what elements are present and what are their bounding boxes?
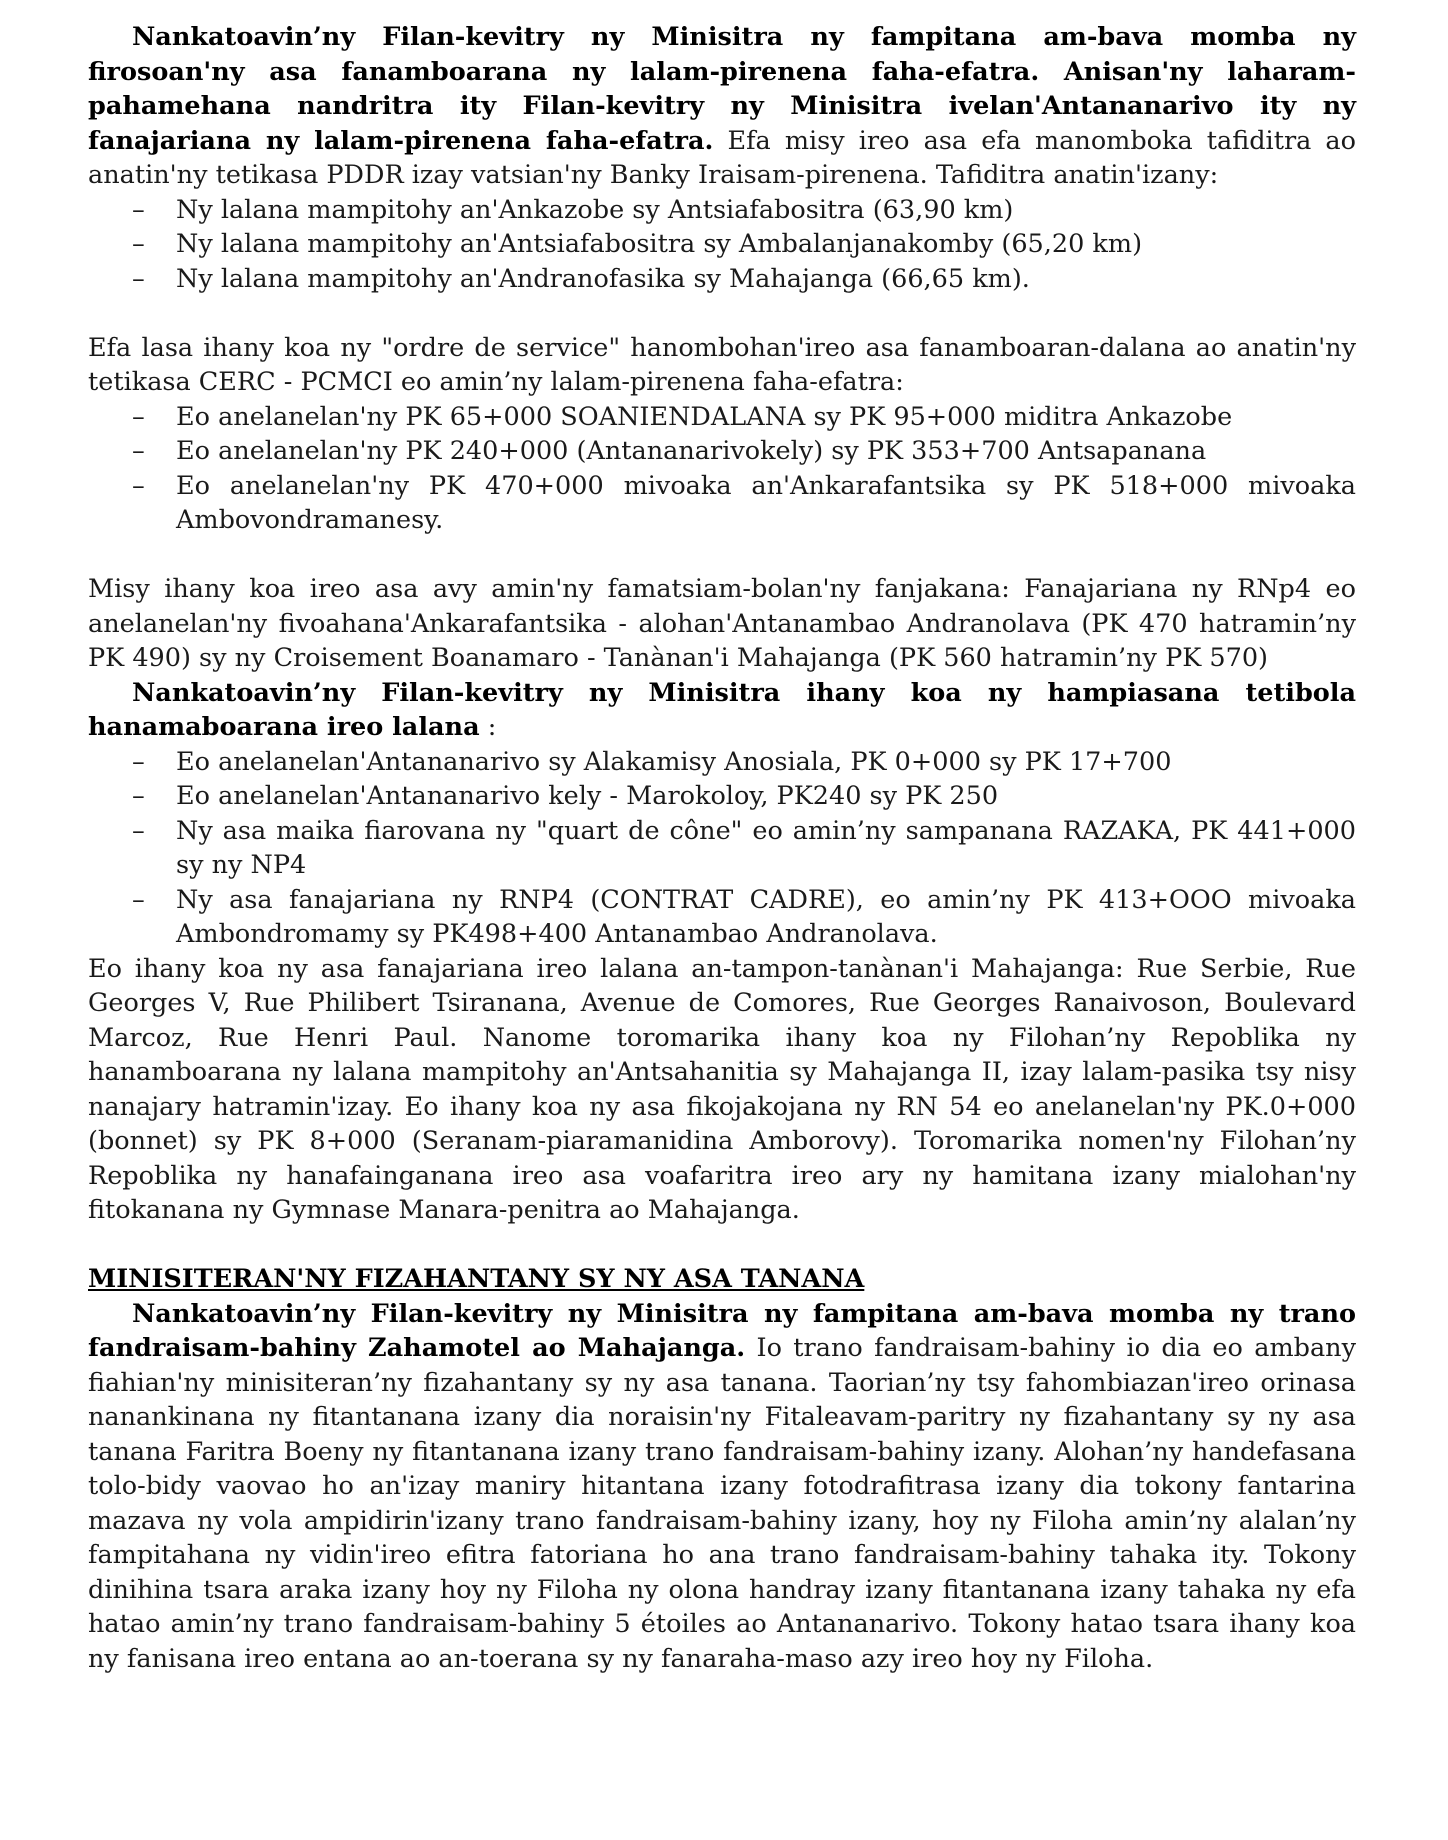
list-item-text: Eo anelanelan'Antananarivo kely - Marokoloy, PK240 sy PK 250 <box>176 781 999 811</box>
list-item <box>88 227 1356 262</box>
list-item <box>88 262 1356 297</box>
list-item <box>88 883 1356 952</box>
paragraph-text: : <box>479 712 497 742</box>
paragraph-text: Io trano fandraisam-bahiny io dia eo ambany fiahian'ny minisiteran’ny fizahantany sy ny asa tanana. Taorian’ny tsy fahombiazan'ireo orinasa nanankinana ny fitantanana izany dia noraisin'ny Fitaleavam-paritry ny fizahantany sy ny asa tanana Faritra Boeny ny fitantanana izany trano fandraisam-bahiny izany. Alohan’ny handefasana tolo-bidy vaovao ho an'izay maniry hitantana izany fotodrafitrasa izany dia tokony fantarina mazava ny vola ampidirin'izany trano fandraisam-bahiny izany, hoy ny Filoha amin’ny alalan’ny fampitahana ny vidin'ireo efitra fatoriana ho ana trano fandraisam-bahiny tahaka ity. Tokony dinihina tsara araka izany hoy ny Filoha ny olona handray izany fitantanana izany tahaka ny efa hatao amin’ny trano fandraisam-bahiny 5 étoiles ao Antananarivo. Tokony hatao tsara ihany koa ny fanisana ireo entana ao an-toerana sy ny fanaraha-maso azy ireo hoy ny Filoha. <box>88 1333 1356 1674</box>
dash-bullet: – <box>132 436 145 466</box>
list-item-text: Eo anelanelan'ny PK 240+000 (Antananarivokely) sy PK 353+700 Antsapanana <box>176 436 1207 466</box>
list-item-text: Ny asa fanajariana ny RNP4 (CONTRAT CADRE), eo amin’ny PK 413+OOO mivoaka Ambondromamy sy PK498+400 Antanambao Andranolava. <box>176 884 1356 949</box>
list-item-text: Eo anelanelan'Antananarivo sy Alakamisy Anosiala, PK 0+000 sy PK 17+700 <box>176 746 1172 777</box>
list-item-text: Eo anelanelan'ny PK 65+000 SOANIENDALANA sy PK 95+000 miditra Ankazobe <box>176 401 1233 432</box>
dash-bullet: – <box>132 884 145 915</box>
list-item <box>88 469 1356 538</box>
list-item <box>88 779 1356 814</box>
paragraph-tetibola <box>88 676 1356 745</box>
list-tetibola-roads <box>88 745 1356 952</box>
list-item <box>88 400 1356 435</box>
bold-lead: Nankatoavin’ny Filan-kevitry ny Minisitra ihany koa ny hampiasana tetibola hanamaboarana ireo lalana <box>88 677 1356 742</box>
dash-bullet: – <box>132 229 145 259</box>
spacer <box>88 296 1356 331</box>
list-item-text: Eo anelanelan'ny PK 470+000 mivoaka an'Ankarafantsika sy PK 518+000 mivoaka Ambovondramanesy. <box>176 470 1356 535</box>
paragraph-text: Efa misy ireo asa efa manomboka tafiditra ao anatin'ny tetikasa PDDR izay vatsian'ny Banky Iraisam-pirenena. Tafiditra anatin'izany: <box>88 125 1356 190</box>
dash-bullet: – <box>132 781 145 811</box>
list-item-text: Ny asa maika fiarovana ny "quart de cône" eo amin’ny sampanana RAZAKA, PK 441+000 sy ny NP4 <box>176 815 1356 880</box>
list-cerc-pcmci <box>88 400 1356 538</box>
list-item <box>88 814 1356 883</box>
list-item <box>88 193 1356 228</box>
document-page <box>88 20 1356 1676</box>
list-item <box>88 745 1356 780</box>
bold-lead: Nankatoavin’ny Filan-kevitry ny Minisitra ny fampitana am-bava momba ny trano fandraisam-bahiny Zahamotel ao Mahajanga. <box>88 1298 1356 1363</box>
list-item-text: Ny lalana mampitohy an'Ankazobe sy Antsiafabositra (63,90 km) <box>176 194 1014 225</box>
dash-bullet: – <box>132 263 145 294</box>
dash-bullet: – <box>132 470 145 501</box>
list-item <box>88 434 1356 469</box>
spacer <box>88 1228 1356 1263</box>
spacer <box>88 538 1356 573</box>
dash-bullet: – <box>132 194 145 225</box>
paragraph-mahajanga-roads: Eo ihany koa ny asa fanajariana ireo lalana an-tampon-tanànan'i Mahajanga: Rue Serbie, Rue Georges V, Rue Philibert Tsiranana, Avenue de Comores, Rue Georges Ranaivoson, Boulevard Marcoz, Rue Henri Paul. Nanome toromarika ihany koa ny Filohan’ny Repoblika ny hanamboarana ny lalana mampitohy an'Antsahanitia sy Mahajanga II, izay lalam-pasika tsy nisy nanajary hatramin'izay. Eo ihany koa ny asa fikojakojana ny RN 54 eo anelanelan'ny PK.0+000 (bonnet) sy PK 8+000 (Seranam-piaramanidina Amborovy). Toromarika nomen'ny Filohan’ny Repoblika ny hanafainganana ireo asa voafaritra ireo ary ny hamitana izany mialohan'ny fitokanana ny Gymnase Manara-penitra ao Mahajanga. <box>88 953 1356 1225</box>
bold-lead: Nankatoavin’ny Filan-kevitry ny Minisitra ny fampitana am-bava momba ny firosoan'ny asa fanamboarana ny lalam-pirenena faha-efatra. Anisan'ny laharam-pahamehana nandritra ity Filan-kevitry ny Minisitra ivelan'Antananarivo ity ny fanajariana ny lalam-pirenena faha-efatra. <box>88 22 1356 156</box>
list-item-text: Ny lalana mampitohy an'Antsiafabositra sy Ambalanjanakomby (65,20 km) <box>176 229 1143 259</box>
dash-bullet: – <box>132 401 145 432</box>
paragraph-famatsiam-bola: Misy ihany koa ireo asa avy amin'ny famatsiam-bolan'ny fanjakana: Fanajariana ny RNp4 eo anelanelan'ny fivoahana'Ankarafantsika - alohan'Antanambao Andranolava (PK 470 hatramin’ny PK 490) sy ny Croisement Boanamaro - Tanànan'i Mahajanga (PK 560 hatramin’ny PK 570) <box>88 574 1356 673</box>
paragraph-zahamotel <box>88 1297 1356 1677</box>
dash-bullet: – <box>132 815 145 846</box>
list-item-text: Ny lalana mampitohy an'Andranofasika sy Mahajanga (66,65 km). <box>176 263 1030 294</box>
paragraph-ordre-de-service: Efa lasa ihany koa ny "ordre de service" hanombohan'ireo asa fanamboaran-dalana ao anatin'ny tetikasa CERC - PCMCI eo amin’ny lalam-pirenena faha-efatra: <box>88 332 1356 397</box>
dash-bullet: – <box>132 746 145 777</box>
paragraph-rn4-intro <box>88 20 1356 193</box>
list-rn4-pddr <box>88 193 1356 297</box>
section-heading-fizahantany: MINISITERAN'NY FIZAHANTANY SY NY ASA TANANA <box>88 1264 865 1294</box>
